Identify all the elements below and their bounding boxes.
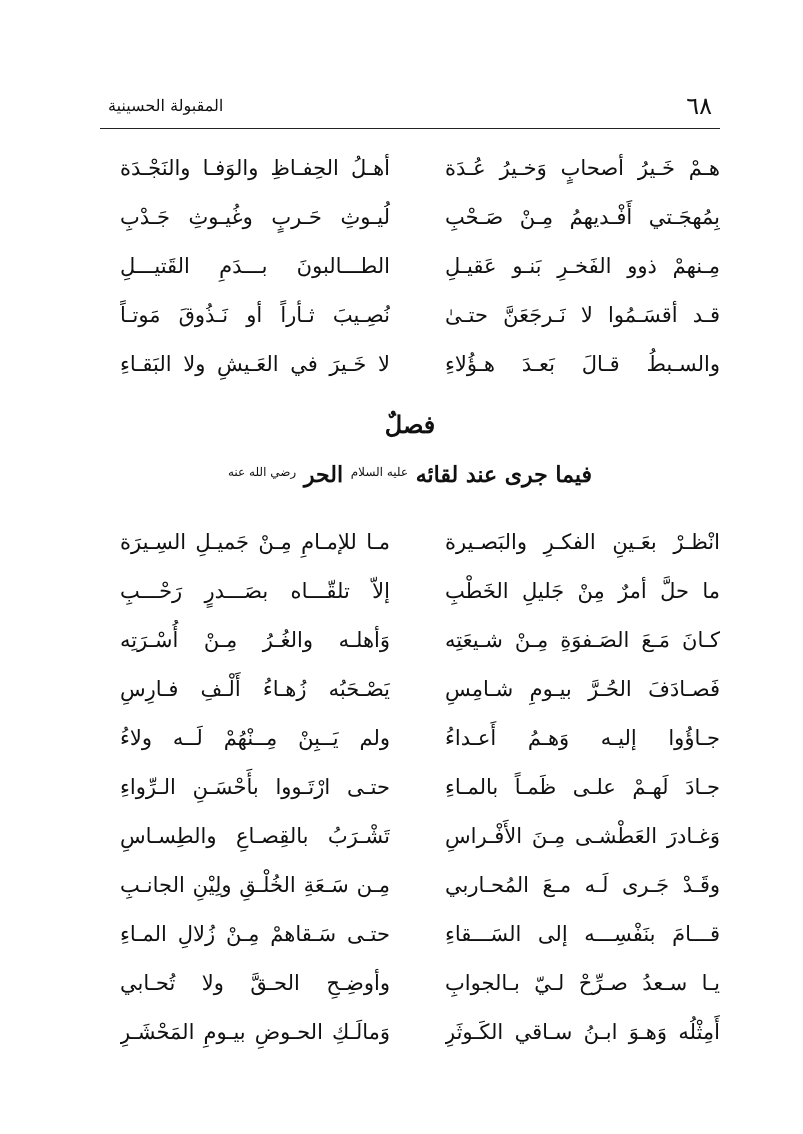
section-heading: فصلٌ <box>384 410 436 439</box>
verse-line <box>100 620 720 669</box>
verse-line <box>100 295 720 344</box>
verse-line <box>100 816 720 865</box>
honorific-glyph-radiyallah: رضي الله عنه <box>228 465 297 479</box>
verse-line <box>100 963 720 1012</box>
first-hemistich: يـا سـعدُ صـرِّحْ لـيّ بـالجوابِ <box>445 971 720 995</box>
subheading-text: فيما جرى عند لقائه <box>415 462 592 488</box>
poem-stanza-2 <box>100 522 720 1061</box>
subheading-name: الحر <box>303 462 344 488</box>
first-hemistich: بِمُهجَـتي أَفْـديهمُ مِـنْ صَـحْبِ <box>445 205 720 229</box>
page-number: ٦٨ <box>686 92 712 120</box>
verse-line <box>100 197 720 246</box>
first-hemistich: وَغـادرَ العَطْشـى مِـنَ الأَفْـراسِ <box>445 824 720 848</box>
section-subheading <box>100 462 720 488</box>
first-hemistich: انْظـرْ بعَـينِ الفكـرِ والبَصـيرة <box>445 530 720 554</box>
first-hemistich: كـانَ مَـعَ الصَـفوَةِ مِـنْ شـيعَتِه <box>445 628 720 652</box>
second-hemistich: أهـلُ الحِفـاظِ والوَفـا والنَجْـدَة <box>120 156 390 180</box>
second-hemistich: وأوضِـحِ الحـقَّ ولا تُحـابي <box>120 971 390 995</box>
second-hemistich: مـا للإمـامِ مِـنْ جَميـلِ السِـيرَة <box>120 530 390 554</box>
first-hemistich: هـمْ خَـيرُ أصحابٍ وَخـيرُ عُـدَة <box>445 156 720 180</box>
verse-line <box>100 1012 720 1061</box>
first-hemistich: ما حلَّ أمرٌ مِنْ جَليلِ الخَطْبِ <box>445 579 720 603</box>
first-hemistich: مِـنهمْ ذوو الفَخـرِ بَنـو عَقيـلِ <box>445 254 720 278</box>
running-title: المقبولة الحسينية <box>108 96 224 115</box>
verse-line <box>100 669 720 718</box>
verse-line <box>100 148 720 197</box>
second-hemistich: وَمالَـكِ الحـوضِ بيـومِ المَحْشَـرِ <box>120 1020 390 1044</box>
first-hemistich: فَصـادَفَ الحُـرَّ بيـومِ شـامِسِ <box>445 677 720 701</box>
verse-line <box>100 865 720 914</box>
second-hemistich: يَصْـحَبُه زُهـاءُ أَلْـفِ فـارِسِ <box>120 677 390 701</box>
second-hemistich: حتـى ارْتَـووا بأَحْسَـنِ الـرِّواءِ <box>120 775 390 799</box>
page-header <box>100 88 720 129</box>
second-hemistich: وَأهلـه والغُـرُ مِـنْ أُسْـرَتِه <box>120 628 390 652</box>
verse-line <box>100 571 720 620</box>
first-hemistich: جـادَ لَهـمْ علـى ظَمـاً بالمـاءِ <box>445 775 720 799</box>
second-hemistich: لُيـوثِ حَـربٍ وغُيـوثِ جَـدْبِ <box>120 205 390 229</box>
verse-line <box>100 914 720 963</box>
first-hemistich: قـد أقسَـمُوا لا نَـرجَعَنَّ حتـىٰ <box>445 303 720 327</box>
second-hemistich: حتـى سَـقاهمْ مِـنْ زُلالِ المـاءِ <box>120 922 390 946</box>
first-hemistich: والسـبطُ قـالَ بَعـدَ هـؤُلاءِ <box>445 352 720 376</box>
second-hemistich: مِـن سَـعَةِ الخُلْـقِ ولِيْنِ الجانـبِ <box>120 873 390 897</box>
second-hemistich: نُصِـيبَ ثـأراً أو نَـذُوقَ مَوتـاً <box>120 303 390 327</box>
honorific-glyph-alayhi-salam: عليه السلام <box>350 465 409 479</box>
verse-line <box>100 246 720 295</box>
first-hemistich: قـــامَ بنَفْسِـــه إلى السَـــقاءِ <box>445 922 720 946</box>
verse-line <box>100 718 720 767</box>
poem-stanza-1 <box>100 148 720 393</box>
verse-line <box>100 344 720 393</box>
first-hemistich: أَمِثْلُه وَهـوَ ابـنُ سـاقي الكَـوثَرِ <box>445 1020 720 1044</box>
second-hemistich: لا خَـيرَ في العَـيشِ ولا البَقـاءِ <box>120 352 390 376</box>
second-hemistich: الطـــالبونَ بـــدَمِ القَتيـــلِ <box>120 254 390 278</box>
verse-line <box>100 767 720 816</box>
verse-line <box>100 522 720 571</box>
first-hemistich: وقَـدْ جَـرى لَـه مـعَ المُحـاربي <box>445 873 720 897</box>
second-hemistich: إلاّ تلقّـــاه بصَـــدرٍ رَحْـــبِ <box>120 579 390 603</box>
second-hemistich: تَشْـرَبُ بالقِصـاعِ والطِسـاسِ <box>120 824 390 848</box>
first-hemistich: جـاؤُوا إليـه وَهـمُ أَعـداءُ <box>445 726 720 750</box>
second-hemistich: ولم يَــبِنْ مِــنْهُمْ لَــه ولاءُ <box>120 726 390 750</box>
